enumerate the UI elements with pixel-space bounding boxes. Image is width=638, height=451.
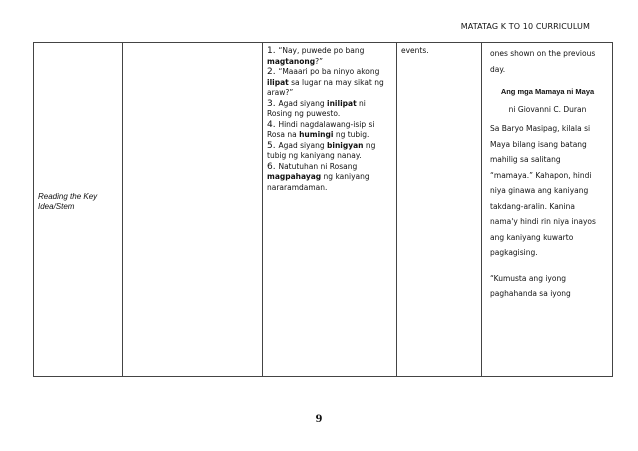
example-list [263, 43, 396, 193]
list-item [267, 120, 392, 141]
story-author: ni Giovanni C. Duran [508, 105, 587, 114]
key-word: magtanong [267, 56, 316, 66]
item-text: “Maaari po ba ninyo akong [278, 67, 380, 76]
key-word: inilipat [327, 98, 357, 108]
table-row [34, 43, 613, 377]
list-item [267, 46, 392, 67]
item-number: 5. [267, 140, 279, 151]
item-text: Hindi nagdalawang-isip si Rosa na [267, 119, 375, 139]
list-item [267, 99, 392, 120]
item-text: ni Rosing ng puwesto. [267, 98, 366, 118]
story-title: Ang mga Mamaya ni Maya [500, 87, 595, 96]
list-item [267, 67, 392, 99]
item-text: “Nay, puwede po bang [278, 46, 365, 55]
item-text: sa lugar na may sikat ng araw?” [267, 77, 384, 97]
label-cell [34, 43, 123, 377]
intro-text: ones shown on the previous day. [490, 49, 596, 74]
events-text: events. [401, 46, 429, 55]
item-number: 6. [267, 161, 279, 172]
item-number: 3. [267, 98, 279, 109]
item-text: Agad siyang [278, 140, 328, 150]
list-item [267, 162, 392, 194]
key-word: humingi [299, 130, 334, 139]
item-text: ng kaniyang nararamdaman. [267, 172, 370, 192]
key-word: ilipat [267, 77, 289, 87]
item-text: Agad siyang [278, 98, 328, 108]
key-word: magpahayag [267, 172, 322, 181]
item-number: 4. [267, 119, 279, 130]
item-number: 1. [267, 46, 279, 56]
item-number: 2. [267, 67, 279, 77]
examples-cell [263, 43, 397, 377]
events-cell [397, 43, 482, 377]
lesson-table [33, 42, 613, 377]
key-word: binigyan [327, 140, 364, 150]
item-text: Natutuhan ni Rosang [278, 161, 358, 171]
item-text: ng tubig ng kaniyang nanay. [267, 140, 376, 160]
item-text: ng tubig. [333, 130, 370, 139]
story-paragraph-1: Sa Baryo Masipag, kilala si Maya bilang isang batang mahilig sa salitang “mamaya.” Kahapon, hindi niya ginawa ang kaniyang takdang-aralin. Kanina nama'y hindi rin niya inayos ang kaniyang kuwarto pagkagising. [490, 124, 596, 257]
story-paragraph-2: “Kumusta ang iyong paghahanda sa iyong [490, 273, 571, 298]
row-label: Reading the Key Idea/Stem [38, 191, 98, 211]
empty-cell [123, 43, 263, 377]
list-item [267, 141, 392, 162]
story-cell [482, 43, 613, 377]
page-number: 9 [315, 414, 323, 425]
item-text: ?” [315, 56, 323, 66]
curriculum-header: MATATAG K TO 10 CURRICULUM [460, 22, 590, 31]
